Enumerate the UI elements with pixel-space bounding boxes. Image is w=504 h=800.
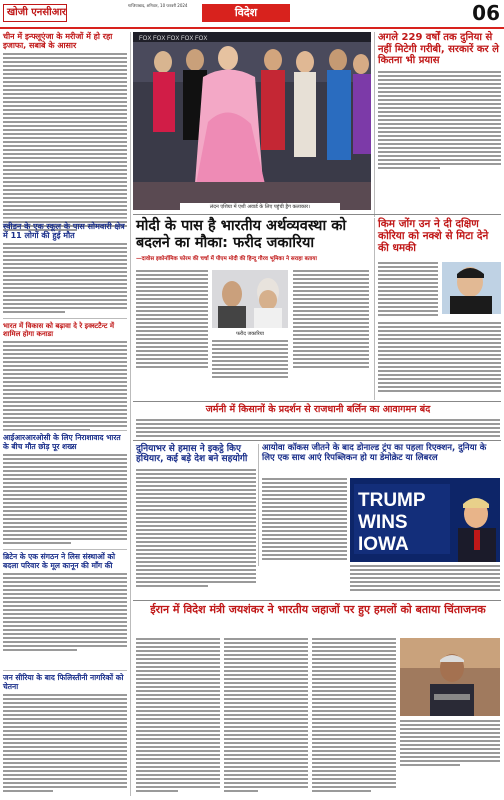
headline-china: चीन में इन्फ्लूएंजा के मरीजों में हो रहा इजाफा, सबाबे के आसार [3,32,113,51]
trump-sign-line2: WINS [358,512,408,533]
body-sweden [3,243,127,313]
trump-sign-line3: IOWA [358,534,409,555]
body-iran-col3 [312,638,396,794]
column-divider [258,444,259,566]
dateline: गाजियाबाद, शनिवार, 10 फरवरी 2024 [128,3,188,8]
body-poverty [378,71,501,169]
body-china [3,53,127,231]
article-china [3,32,127,233]
logo-text: खोजी एनसीआर [7,7,67,18]
headline-germany: जन सीरिया के बाद फिलिस्तीनी नागरिकों को चेतना [3,673,124,691]
divider [133,214,501,215]
kimjong-photo-image [442,262,501,314]
body-israel [136,469,256,587]
masthead-rule [0,27,504,29]
headline-iowa: आईआरआरओसी के लिए निराशावाद भारत के बीच मौत छोड़ पूर शख्स [3,433,121,451]
subhead-lead: —दावोस इकोनॉमिक फोरम की चर्चा में पीएम मोदी की हिन्दू गौरव भूमिका ने सराहा बताया [136,256,317,263]
headline-canada: भारत में विकास को बढ़ावा दे रे इक्स्टटैन्ट में शामिल होगा कनाडा [3,322,115,339]
body-iowa [3,454,127,544]
newspaper-logo [3,4,67,22]
body-lead-col1 [136,270,208,370]
body-kimjong-col2 [378,322,501,394]
trump-photo [350,478,500,562]
column-divider [374,218,375,400]
article-lead [136,218,372,262]
article-israel [136,444,256,589]
headline-iran: ईरान में विदेश मंत्री जयशंकर ने भारतीय जहाजों पर हुए हमलों को बताया चिंताजनक [150,603,486,616]
body-trump-col2 [350,565,500,593]
body-germany-farmers [136,419,500,437]
headline-britain: ब्रिटेन के एक संगठन ने लिस संस्थाओं को बदला परिवार के मूल कानून की माँग की [3,552,116,570]
kimjong-photo [442,262,501,314]
divider [3,318,127,319]
page-number: 06 [472,1,500,25]
fashion-photo [133,32,371,210]
article-germany-farmers [136,405,500,439]
article-canada [3,322,127,433]
divider [3,670,127,671]
masthead [0,0,504,27]
divider [133,440,501,441]
body-germany [3,694,127,792]
jaishankar-photo [400,638,500,716]
article-trump [262,444,500,464]
lead-photo-image [212,270,288,328]
headline-lead: मोदी के पास है भारतीय अर्थव्यवस्था को बदलने का मौका: फरीद जकारिया [136,218,347,251]
article-germany [3,674,127,794]
trump-photo-image [350,478,500,562]
body-britain [3,573,127,651]
section-title: विदेश [202,4,290,22]
article-poverty [378,32,501,171]
divider [133,600,501,601]
headline-israel: दुनियाभर से हमास ने इकट्ठे किए हथियार, कई बड़े देश बने सहयोगी [136,444,248,465]
headline-kimjong: किम जोंग उन ने दी दक्षिण कोरिया को नक्शे से मिटा देने की धमकी [378,218,489,255]
body-trump-col1 [262,478,347,562]
body-lead-col2 [212,340,288,380]
body-lead-col3 [293,270,369,370]
article-iowa [3,434,127,546]
column-divider [130,32,131,796]
fashion-photo-image [133,32,371,210]
divider [3,549,127,550]
body-iran-col1 [136,638,220,794]
body-kimjong-col1 [378,262,438,318]
divider [3,430,127,431]
trump-sign-line1: TRUMP [358,490,426,511]
fashion-photo-caption: लंदन एशिया में एशी अवार्ड के लिए पहुंची ड्रैग कलाकार। [180,203,340,211]
lead-photo [212,270,288,328]
article-britain [3,553,127,653]
column-divider [374,32,375,217]
article-kimjong [378,218,501,254]
divider [133,401,501,402]
headline-germany-farmers: जर्मनी में किसानों के प्रदर्शन से राजधानी बर्लिन का आवागमन बंद [205,404,431,415]
lead-photo-caption: फरीद जकारिया [212,330,288,338]
body-iran-col2 [224,638,308,794]
body-canada [3,341,127,431]
headline-poverty: अगले 229 वर्षों तक दुनिया से नहीं मिटेगी गरीबी, सरकारें कर ले कितना भी प्रयास [378,32,499,66]
article-iran [136,604,500,617]
body-iran-col4 [400,720,500,768]
headline-trump: आयोवा कॉकस जीतने के बाद डोनाल्ड ट्रंप का पहला रिएक्शन, दुनिया के लिए एक साथ आएं रिपब्लिकन हो या डेमोक्रेट या लिबरल [262,443,487,463]
headline-sweden: स्वीडन के एक स्कूल के पास सोमवारी क्षेत्र में 11 लोगों की हुई मौत [3,222,125,241]
fox-banner: FOX FOX FOX FOX FOX [139,36,208,42]
article-sweden [3,222,127,315]
jaishankar-photo-image [400,638,500,716]
divider [3,218,127,219]
